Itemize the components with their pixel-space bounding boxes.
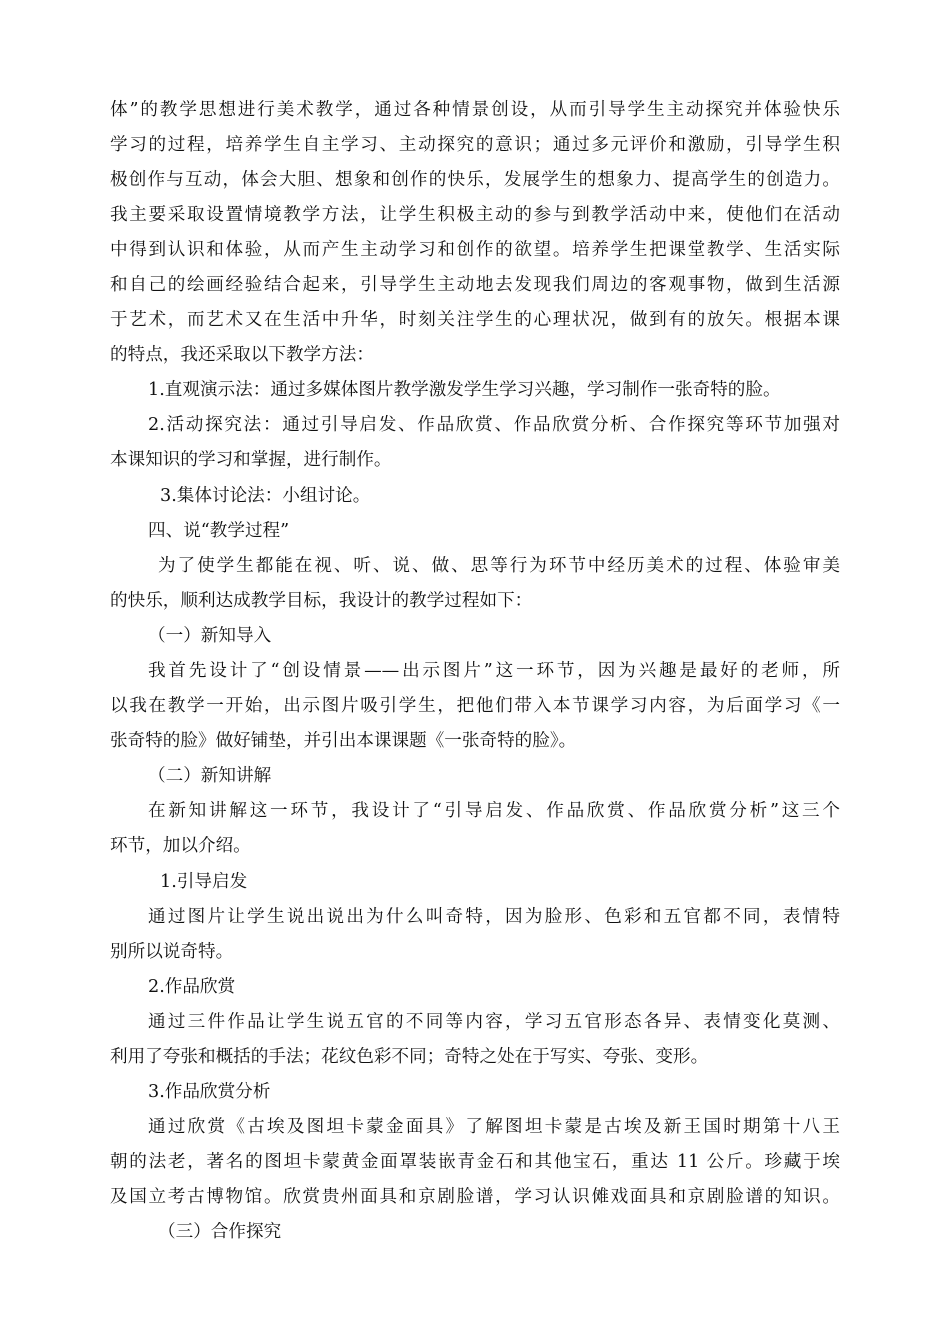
paragraph-line: 别所以说奇特。 [110,942,234,962]
paragraph-line: 极创作与互动，体会大胆、想象和创作的快乐，发展学生的想象力、提高学生的创造力。 [110,170,840,190]
paragraph-line: 通过欣赏《古埃及图坦卡蒙金面具》了解图坦卡蒙是古埃及新王国时期第十八王 [148,1117,840,1137]
paragraph-line: 我首先设计了“创设情景——出示图片”这一环节，因为兴趣是最好的老师，所 [148,661,840,681]
paragraph-line: 通过图片让学生说出说出为什么叫奇特，因为脸形、色彩和五官都不同，表情特 [148,907,840,927]
subsection-heading: （二）新知讲解 [148,766,272,786]
paragraph-line: 的特点，我还采取以下教学方法： [110,345,374,365]
paragraph-line: 中得到认识和体验，从而产生主动学习和创作的欲望。培养学生把课堂教学、生活实际 [110,240,840,260]
paragraph-line: 我主要采取设置情境教学方法，让学生积极主动的参与到教学活动中来，使他们在活动 [110,205,840,225]
paragraph-line: 于艺术，而艺术又在生活中升华，时刻关注学生的心理状况，做到有的放矢。根据本课 [110,310,840,330]
method-item: 3.集体讨论法：小组讨论。 [160,486,371,506]
method-item: 1.直观演示法：通过多媒体图片教学激发学生学习兴趣，学习制作一张奇特的脸。 [148,380,781,400]
paragraph-line: 以我在教学一开始，出示图片吸引学生，把他们带入本节课学习内容，为后面学习《一 [110,696,840,716]
paragraph-line: 及国立考古博物馆。欣赏贵州面具和京剧脸谱，学习认识傩戏面具和京剧脸谱的知识。 [110,1187,840,1207]
paragraph-line: 在新知讲解这一环节，我设计了“引导启发、作品欣赏、作品欣赏分析”这三个 [148,801,840,821]
paragraph-line: 利用了夸张和概括的手法；花纹色彩不同；奇特之处在于写实、夸张、变形。 [110,1047,709,1067]
subsection-heading: （三）合作探究 [158,1222,282,1242]
paragraph-line: 环节，加以介绍。 [110,836,251,856]
paragraph-line: 学习的过程，培养学生自主学习、主动探究的意识；通过多元评价和激励，引导学生积 [110,135,840,155]
paragraph-line: 张奇特的脸》做好铺垫，并引出本课课题《一张奇特的脸》。 [110,731,577,751]
paragraph-line: 朝的法老，著名的图坦卡蒙黄金面罩装嵌青金石和其他宝石，重达 11 公斤。珍藏于埃 [110,1152,840,1172]
paragraph-line: 通过三件作品让学生说五官的不同等内容，学习五官形态各异、表情变化莫测、 [148,1012,840,1032]
item-heading: 2.作品欣赏 [148,977,236,997]
paragraph-line: 的快乐，顺利达成教学目标，我设计的教学过程如下： [110,591,533,611]
paragraph-line: 和自己的绘画经验结合起来，引导学生主动地去发现我们周边的客观事物，做到生活源 [110,275,840,295]
section-heading: 四、说“教学过程” [148,521,290,541]
item-heading: 1.引导启发 [160,872,248,892]
paragraph-line: 本课知识的学习和掌握，进行制作。 [110,450,392,470]
paragraph-line: 为了使学生都能在视、听、说、做、思等行为环节中经历美术的过程、体验审美 [158,556,840,576]
subsection-heading: （一）新知导入 [148,626,272,646]
method-item: 2.活动探究法：通过引导启发、作品欣赏、作品欣赏分析、合作探究等环节加强对 [148,415,840,435]
paragraph-line: 体”的教学思想进行美术教学，通过各种情景创设，从而引导学生主动探究并体验快乐 [110,100,840,120]
item-heading: 3.作品欣赏分析 [148,1082,271,1102]
